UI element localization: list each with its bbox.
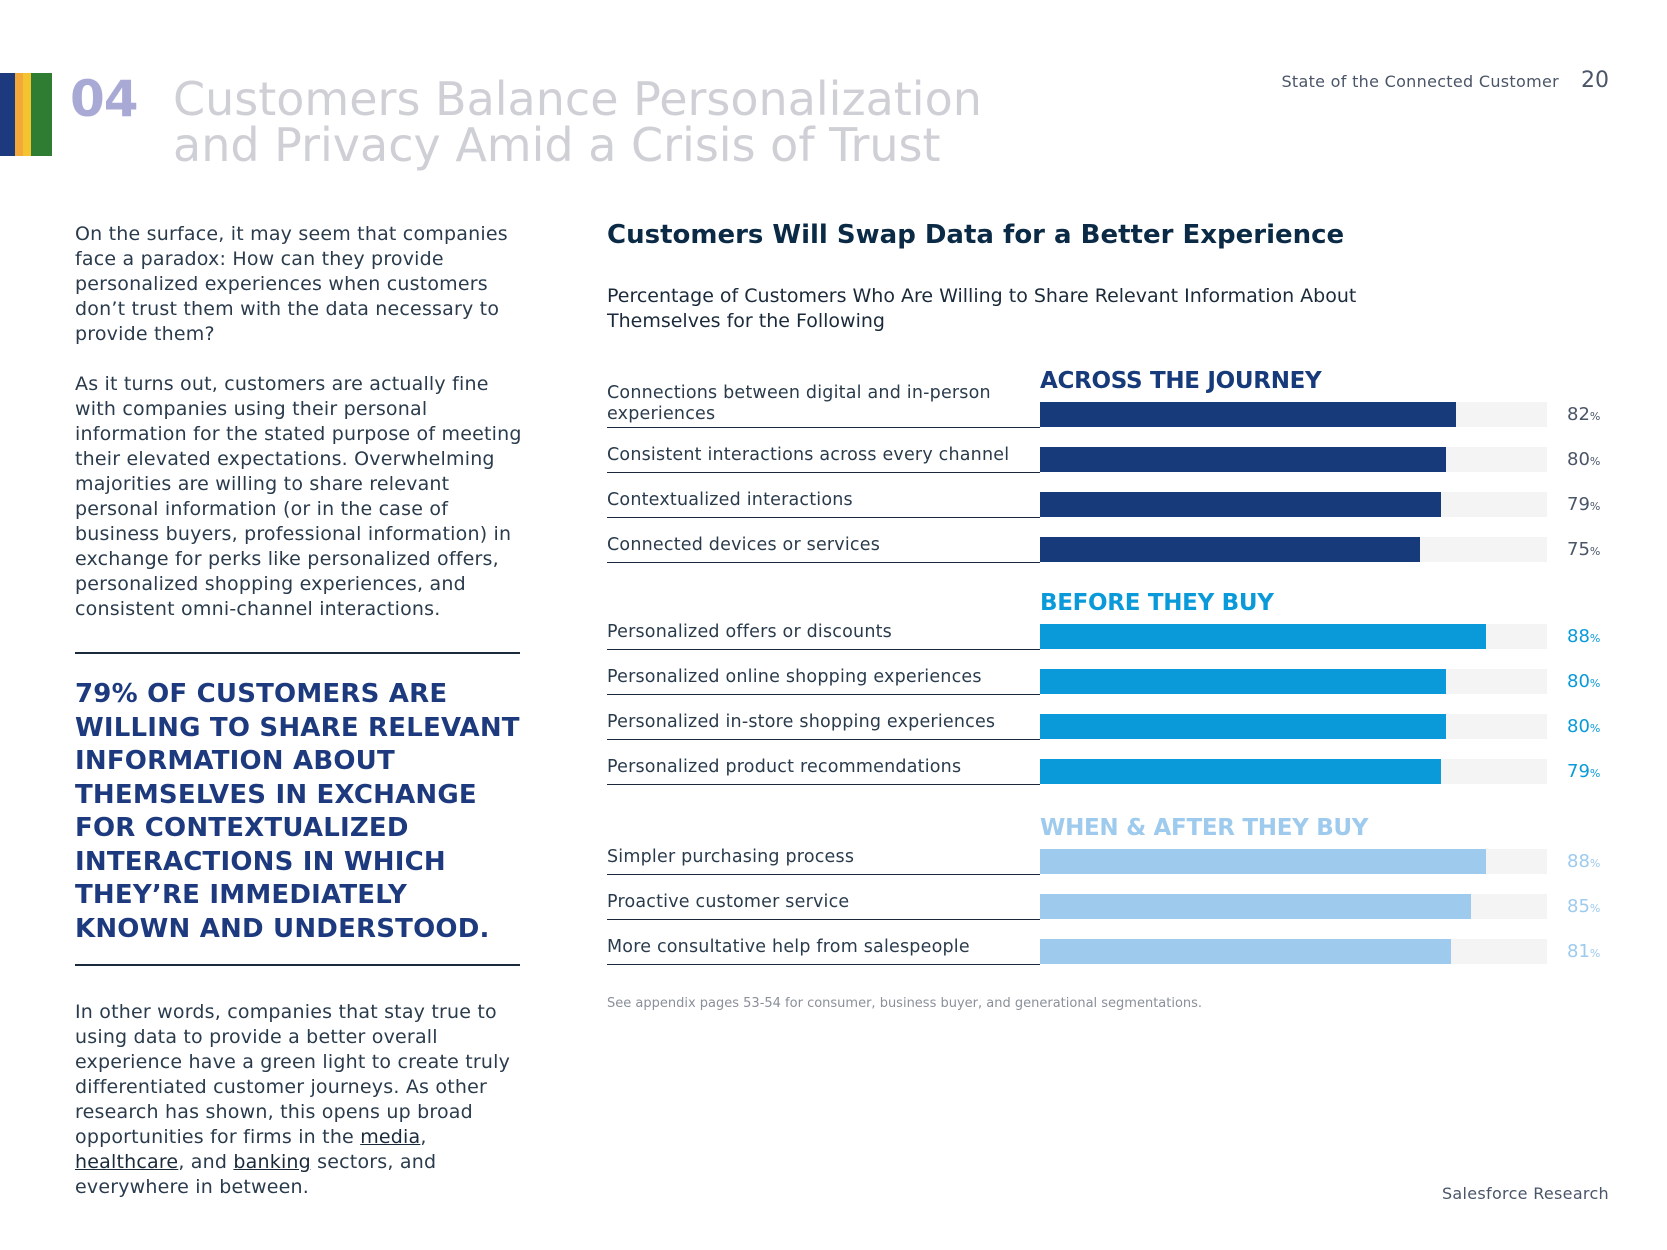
bar-value-number: 79 [1567, 494, 1590, 515]
bar-category-label: Connections between digital and in-person experiences [607, 383, 991, 424]
banking-link[interactable]: banking [233, 1151, 311, 1173]
bar [1040, 759, 1441, 784]
bar-value-label [1567, 716, 1600, 737]
row-divider [607, 784, 1040, 785]
footer-brand: Salesforce Research [1441, 1184, 1609, 1203]
bar-value-unit: % [1589, 947, 1601, 960]
row-divider [607, 427, 1040, 428]
chart-title: Customers Will Swap Data for a Better Experience [607, 220, 1345, 250]
bar-value-label [1567, 896, 1600, 917]
group-heading: BEFORE THEY BUY [1040, 590, 1274, 616]
bar-category-label: Connected devices or services [607, 535, 881, 555]
bar-value-number: 80 [1567, 671, 1590, 692]
row-divider [607, 964, 1040, 965]
row-divider [607, 649, 1040, 650]
chart-footnote: See appendix pages 53-54 for consumer, business buyer, and generational segmentations. [607, 996, 1203, 1011]
bar-value-unit: % [1589, 767, 1601, 780]
bar-value-number: 81 [1567, 941, 1590, 962]
bar-category-label: Contextualized interactions [607, 490, 853, 510]
intro-paragraph-2: As it turns out, customers are actually fine with companies using their personal information for the stated purpose of meeting their elevated expectations. Overwhelming majorities are willing to share relevant personal information (or in the case of business buyers, professional information) in exchange for perks like personalized offers, personalized shopping experiences, and consistent omni-channel interactions. [75, 373, 522, 620]
media-link[interactable]: media [360, 1126, 421, 1148]
closing-text-sep1: , [420, 1126, 427, 1148]
bar-value-unit: % [1589, 410, 1601, 423]
page-number: 20 [1581, 68, 1609, 93]
bar-value-label [1567, 494, 1600, 515]
bar-value-label [1567, 539, 1600, 560]
bar-value-label [1567, 404, 1600, 425]
row-divider [607, 739, 1040, 740]
bar [1040, 624, 1486, 649]
bar-category-label: Personalized in-store shopping experiences [607, 712, 996, 732]
bar-value-unit: % [1589, 545, 1601, 558]
pull-quote-text: 79% OF CUSTOMERS ARE WILLING TO SHARE RELEVANT INFORMATION ABOUT THEMSELVES IN EXCHANGE FOR CONTEXTUALIZED INTERACTIONS IN WHICH THEY’RE IMMEDIATELY KNOWN AND UNDERSTOOD. [75, 679, 520, 944]
bar-value-label [1567, 626, 1600, 647]
bar [1040, 492, 1441, 517]
report-name: State of the Connected Customer [1281, 72, 1559, 91]
bar-value-unit: % [1589, 455, 1601, 468]
bar-category-label: Personalized offers or discounts [607, 622, 892, 642]
bar [1040, 849, 1486, 874]
bar [1040, 669, 1446, 694]
bar-category-label: Consistent interactions across every channel [607, 445, 1010, 465]
bar-value-number: 80 [1567, 449, 1590, 470]
row-divider [607, 919, 1040, 920]
bar-value-number: 75 [1567, 539, 1590, 560]
bar [1040, 939, 1451, 964]
closing-text-end: sectors, and everywhere in between. [75, 1151, 437, 1198]
bar-value-label [1567, 449, 1600, 470]
group-heading: ACROSS THE JOURNEY [1040, 368, 1322, 394]
bar-value-number: 85 [1567, 896, 1590, 917]
bar [1040, 447, 1446, 472]
bar [1040, 402, 1456, 427]
section-number: 04 [70, 70, 138, 128]
bar [1040, 714, 1446, 739]
bar-value-unit: % [1589, 677, 1601, 690]
bar-value-label [1567, 941, 1600, 962]
bar-category-label: Proactive customer service [607, 892, 850, 912]
bar-value-label [1567, 671, 1600, 692]
bar-category-label: More consultative help from salespeople [607, 937, 970, 957]
bar-value-unit: % [1589, 722, 1601, 735]
bar-value-unit: % [1589, 857, 1601, 870]
bar-category-label: Simpler purchasing process [607, 847, 855, 867]
bar-value-unit: % [1589, 902, 1601, 915]
bar-value-number: 79 [1567, 761, 1590, 782]
bar-value-unit: % [1589, 632, 1601, 645]
bar-value-label [1567, 851, 1600, 872]
bar-value-number: 82 [1567, 404, 1590, 425]
group-heading: WHEN & AFTER THEY BUY [1040, 815, 1369, 841]
row-divider [607, 694, 1040, 695]
row-divider [607, 472, 1040, 473]
bar-value-unit: % [1589, 500, 1601, 513]
chart-subtitle: Percentage of Customers Who Are Willing to Share Relevant Information About Themselves for the Following [607, 285, 1357, 332]
bar-value-number: 88 [1567, 626, 1590, 647]
bar-category-label: Personalized product recommendations [607, 757, 962, 777]
bar-value-label [1567, 761, 1600, 782]
intro-paragraph-1: On the surface, it may seem that companies face a paradox: How can they provide personalized experiences when customers don’t trust them with the data necessary to provide them? [75, 223, 508, 345]
row-divider [607, 874, 1040, 875]
healthcare-link[interactable]: healthcare [75, 1151, 179, 1173]
bar [1040, 537, 1420, 562]
bar-value-number: 80 [1567, 716, 1590, 737]
row-divider [607, 562, 1040, 563]
closing-text-sep2: , and [178, 1151, 234, 1173]
page-title: Customers Balance Personalization and Privacy Amid a Crisis of Trust [173, 72, 982, 172]
bar-category-label: Personalized online shopping experiences [607, 667, 982, 687]
bar [1040, 894, 1471, 919]
bar-value-number: 88 [1567, 851, 1590, 872]
closing-text-start: In other words, companies that stay true to using data to provide a better overall experience have a green light to create truly differentiated customer journeys. As other research has shown, this opens up broad opportunities for firms in the [75, 1001, 511, 1148]
row-divider [607, 517, 1040, 518]
